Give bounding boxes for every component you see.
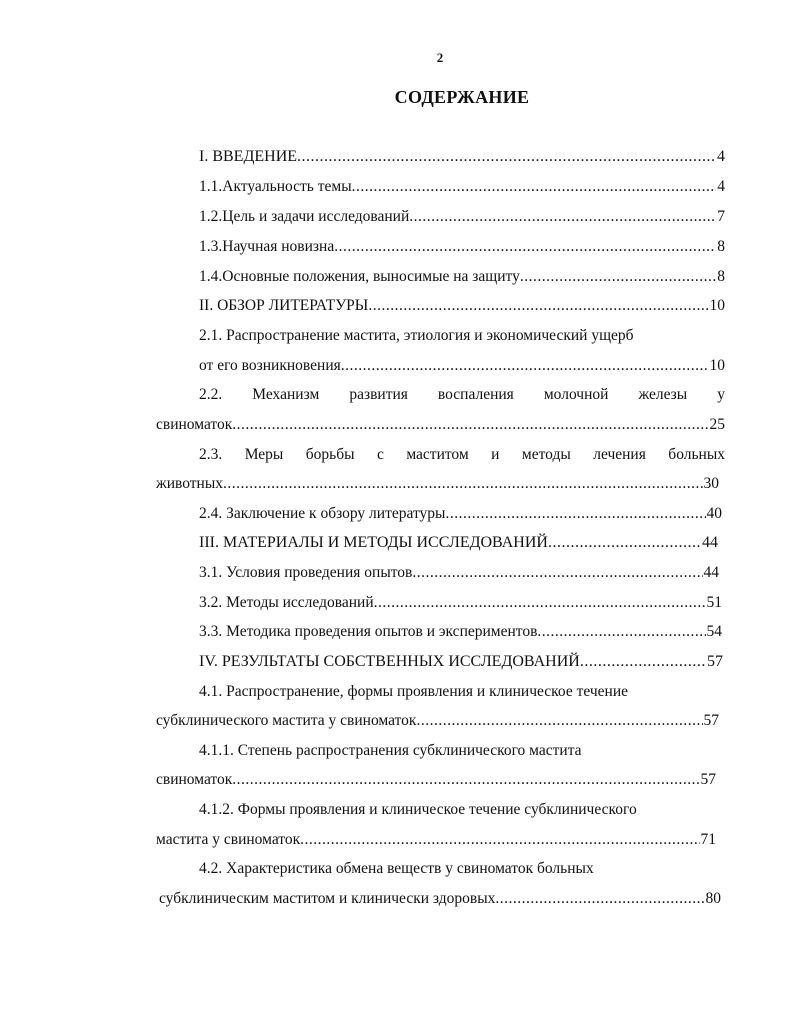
toc-entry-3-3 [199, 622, 722, 642]
toc-page: 8 [717, 268, 725, 285]
toc-label: свиноматок [156, 416, 233, 433]
toc-entry-2-2-line2 [156, 415, 725, 435]
toc-label: II. ОБЗОР ЛИТЕРАТУРЫ [199, 297, 369, 314]
toc-page: 54 [706, 623, 722, 640]
toc-entry-chapter-3 [199, 533, 718, 553]
toc-label: Основные положения, выносимые на защиту [222, 268, 520, 285]
toc-entry-4-1-1-line2 [156, 770, 716, 790]
toc-page: 10 [709, 297, 725, 314]
toc-entry-4-2-line1: 4.2. Характеристика обмена веществ у свиноматок больных [199, 860, 594, 877]
toc-label: 3.1. Условия проведения опытов [199, 564, 413, 581]
toc-entry-1-2 [199, 207, 725, 227]
toc-label: мастита у свиноматок [156, 831, 301, 848]
toc-label: свиноматок [156, 771, 233, 788]
toc-page: 10 [709, 357, 725, 374]
toc-entry-2-2-line1: 2.2. Механизм развития воспаления молочной железы у [199, 386, 725, 403]
toc-label: Актуальность темы [222, 178, 352, 195]
toc-page: 57 [707, 653, 723, 670]
toc-label: 2.4. Заключение к обзору литературы [199, 505, 446, 522]
toc-entry-3-2 [199, 593, 722, 613]
toc-page: 25 [709, 416, 725, 433]
toc-entry-4-1-line2 [156, 711, 719, 731]
toc-number: 1.3. [199, 238, 223, 255]
toc-label: IV. РЕЗУЛЬТАТЫ СОБСТВЕННЫХ ИССЛЕДОВАНИЙ [199, 653, 580, 670]
toc-number: 1.1. [199, 178, 223, 195]
toc-entry-1-1 [199, 177, 725, 197]
page-title: СОДЕРЖАНИЕ [394, 87, 530, 107]
toc-page: 7 [717, 208, 725, 225]
toc-number: 1.2. [199, 208, 223, 225]
toc-entry-4-1-1-line1: 4.1.1. Степень распространения субклинического мастита [199, 742, 582, 759]
toc-page: 57 [703, 712, 719, 729]
toc-label: I. ВВЕДЕНИЕ [199, 148, 298, 165]
page-number: 2 [436, 50, 444, 65]
toc-label: животных [156, 475, 223, 492]
toc-label: субклиническим маститом и клинически здоровых [159, 890, 496, 907]
toc-page: 4 [717, 178, 725, 195]
toc-page: 40 [706, 505, 722, 522]
toc-entry-intro [199, 147, 725, 167]
toc-entry-4-1-2-line1: 4.1.2. Формы проявления и клиническое течение субклинического [199, 801, 637, 818]
toc-entry-4-1-2-line2 [156, 830, 716, 850]
toc-entry-1-4 [199, 267, 725, 287]
toc-entry-2-3-line2 [156, 474, 719, 494]
toc-label: Цель и задачи исследований [222, 208, 410, 225]
toc-entry-2-1-line1: 2.1. Распространение мастита, этиология и экономический ущерб [199, 327, 634, 344]
toc-label: III. МАТЕРИАЛЫ И МЕТОДЫ ИССЛЕДОВАНИЙ [199, 534, 548, 551]
toc-page: 4 [717, 148, 725, 165]
toc-label: от его возникновения [199, 357, 341, 374]
toc-entry-2-1-line2 [199, 356, 725, 376]
toc-label: Научная новизна [222, 238, 335, 255]
toc-label: субклинического мастита у свиноматок [156, 712, 417, 729]
toc-number: 1.4. [199, 268, 223, 285]
toc-page: 44 [703, 564, 719, 581]
toc-entry-2-4 [199, 504, 722, 524]
toc-entry-2-3-line1: 2.3. Меры борьбы с маститом и методы лечения больных [199, 446, 725, 463]
toc-entry-chapter-4 [199, 652, 723, 672]
toc-page: 44 [702, 534, 718, 551]
toc-page: 51 [706, 594, 722, 611]
toc-entry-chapter-2 [199, 296, 725, 316]
toc-page: 57 [700, 771, 716, 788]
toc-entry-4-1-line1: 4.1. Распространение, формы проявления и клиническое течение [199, 683, 629, 700]
toc-entry-1-3 [199, 237, 725, 257]
toc-entry-4-2-line2 [159, 889, 721, 909]
toc-page: 71 [700, 831, 716, 848]
toc-entry-3-1 [199, 563, 719, 583]
toc-page: 80 [705, 890, 721, 907]
toc-page: 30 [703, 475, 719, 492]
toc-label: 3.3. Методика проведения опытов и экспериментов [199, 623, 538, 640]
toc-page: 8 [717, 238, 725, 255]
toc-label: 3.2. Методы исследований [199, 594, 374, 611]
